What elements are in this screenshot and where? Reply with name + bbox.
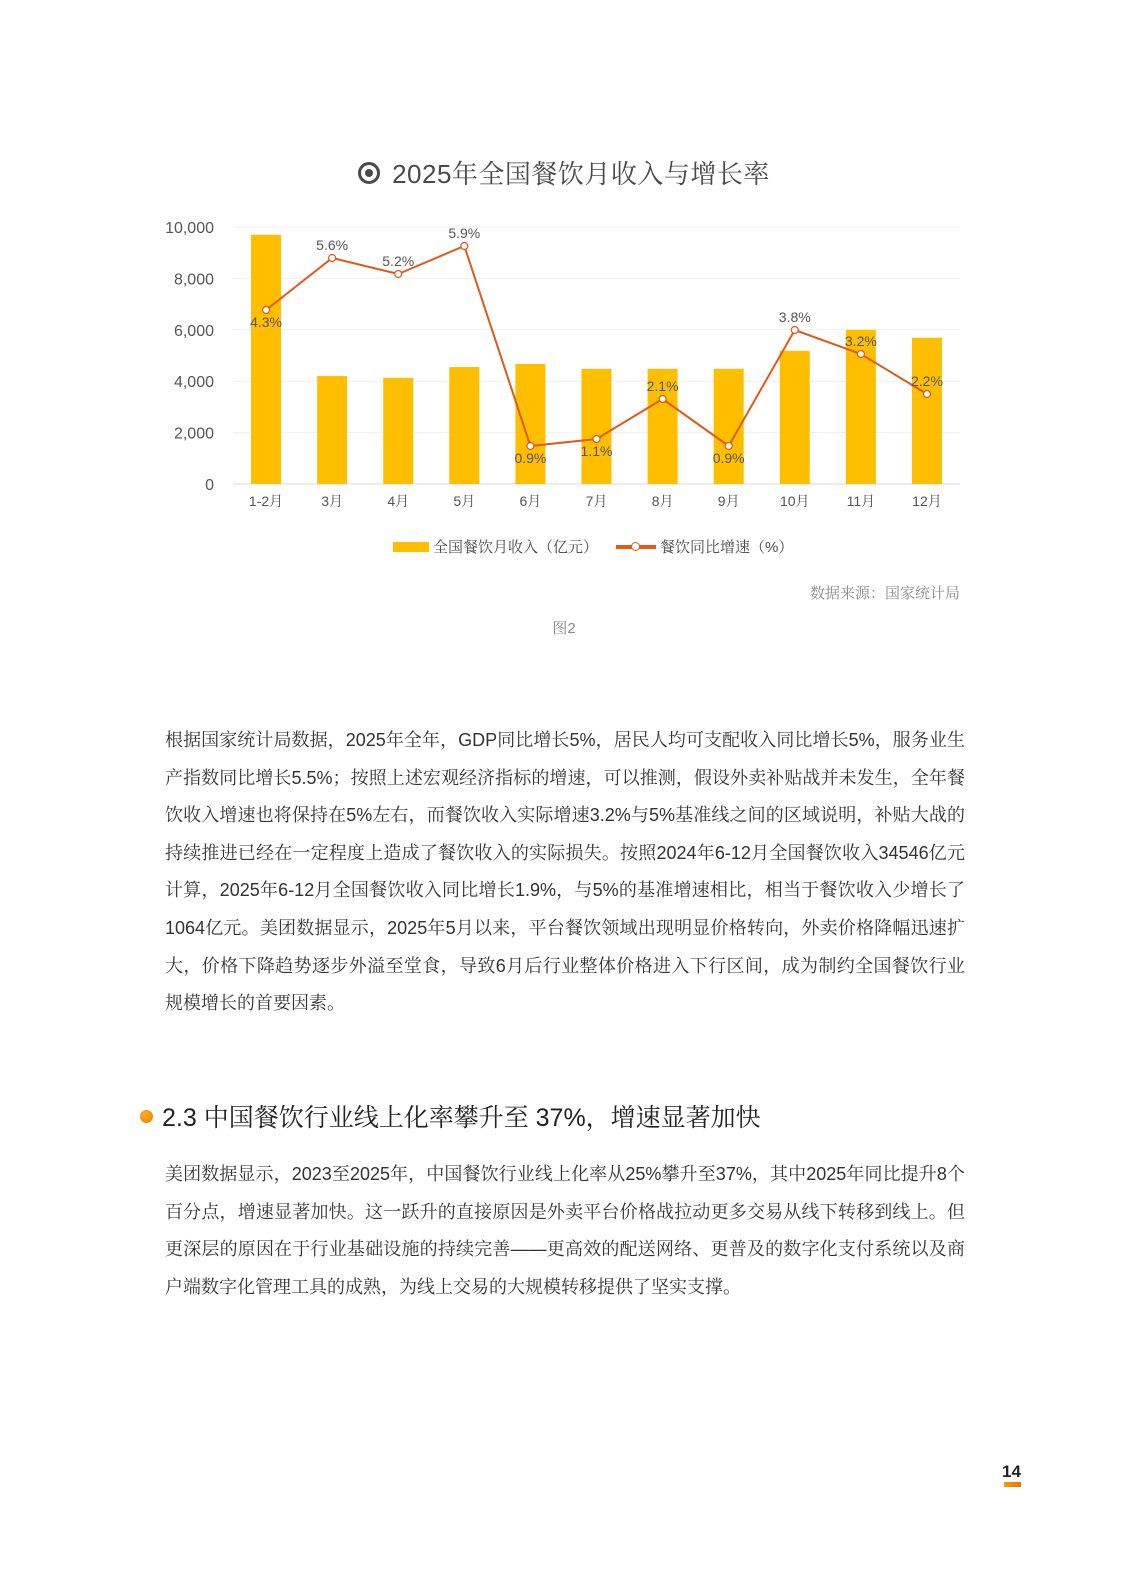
growth-point (725, 443, 732, 450)
chart-legend (393, 536, 793, 557)
revenue-bar (449, 367, 479, 484)
y-tick-label: 4,000 (173, 374, 214, 392)
x-tick-label: 5月 (453, 493, 476, 509)
legend-bar-label: 全国餐饮月收入（亿元） (433, 539, 599, 556)
section-heading (140, 1098, 761, 1134)
growth-data-label: 3.8% (778, 309, 811, 325)
growth-point (263, 307, 270, 314)
growth-data-label: 5.9% (448, 225, 481, 241)
revenue-bar (251, 235, 281, 484)
revenue-bar (582, 369, 612, 484)
y-tick-label: 2,000 (173, 425, 214, 443)
x-tick-label: 1-2月 (248, 493, 284, 509)
growth-data-label: 3.2% (844, 333, 877, 349)
page-number: 14 (1002, 1462, 1021, 1481)
revenue-bar (912, 338, 942, 484)
growth-point (659, 396, 666, 403)
y-tick-label: 0 (205, 477, 214, 494)
y-tick-label: 6,000 (173, 322, 214, 340)
growth-data-label: 5.6% (316, 237, 349, 253)
x-tick-label: 12月 (912, 493, 942, 509)
growth-point (923, 391, 930, 398)
figure-caption: 图2 (552, 620, 576, 637)
growth-data-label: 0.9% (712, 450, 745, 466)
body-paragraph-1: 根据国家统计局数据，2025年全年，GDP同比增长5%，居民人均可支配收入同比增长5%，服务业生产指数同比增长5.5%；按照上述宏观经济指标的增速，可以推测，假设外卖补贴战并未发生，全年餐饮收入增速也将保持在5%左右，而餐饮收入实际增速3.2%与5%基准线之间的区域说明，补贴大战的持续推进已经在一定程度上造成了餐饮收入的实际损失。按照2024年6-12月全国餐饮收入34546亿元计算，2025年6-12月全国餐饮收入同比增长1.9%，与5%的基准增速相比，相当于餐饮收入少增长了1064亿元。美团数据显示，2025年5月以来，平台餐饮领域出现明显价格转向，外卖价格降幅迅速扩大，价格下降趋势逐步外溢至堂食，导致6月后行业整体价格进入下行区间，成为制约全国餐饮行业规模增长的首要因素。 (165, 730, 965, 1014)
growth-data-label: 1.1% (580, 443, 613, 459)
legend-bar-swatch (393, 542, 429, 552)
growth-point (461, 243, 468, 250)
growth-data-label: 0.9% (514, 450, 547, 466)
y-tick-label: 8,000 (173, 271, 214, 289)
growth-point (395, 271, 402, 278)
growth-data-label: 2.1% (646, 378, 679, 394)
growth-point (527, 443, 534, 450)
x-tick-label: 9月 (717, 493, 740, 509)
x-tick-label: 4月 (387, 493, 410, 509)
x-tick-label: 10月 (779, 493, 810, 509)
y-tick-label: 10,000 (165, 220, 214, 237)
bullet-dot-icon (140, 1110, 153, 1123)
legend-line-swatch (616, 545, 656, 549)
page-number-underline (1004, 1482, 1021, 1487)
x-tick-label: 11月 (846, 493, 876, 509)
growth-data-label: 5.2% (382, 253, 415, 269)
revenue-bar (780, 351, 810, 484)
section-heading-text: 2.3 中国餐饮行业线上化率攀升至 37%，增速显著加快 (162, 1104, 761, 1132)
chart-title-text: 2025年全国餐饮月收入与增长率 (392, 159, 770, 189)
growth-point (329, 255, 336, 262)
x-tick-label: 3月 (321, 493, 344, 509)
body-paragraph-2: 美团数据显示，2023至2025年，中国餐饮行业线上化率从25%攀升至37%，其中2025年同比提升8个百分点，增速显著加快。这一跃升的直接原因是外卖平台价格战拉动更多交易从线下转移到线上。但更深层的原因在于行业基础设施的持续完善——更高效的配送网络、更普及的数字化支付系统以及商户端数字化管理工具的成熟，为线上交易的大规模转移提供了坚实支撑。 (165, 1164, 965, 1297)
growth-point (593, 436, 600, 443)
x-tick-label: 6月 (519, 493, 542, 509)
legend-line-label: 餐饮同比增速（%） (660, 539, 794, 556)
growth-data-label: 2.2% (910, 373, 943, 389)
target-icon (358, 162, 380, 184)
revenue-bar (383, 378, 413, 484)
growth-data-label: 4.3% (250, 314, 283, 330)
chart-title (0, 154, 1128, 191)
x-tick-label: 8月 (651, 493, 674, 509)
data-source: 数据来源：国家统计局 (809, 585, 960, 602)
chart-plot (0, 200, 1128, 520)
growth-point (791, 327, 798, 334)
x-tick-label: 7月 (585, 493, 608, 509)
growth-point (857, 351, 864, 358)
revenue-bar (317, 376, 347, 484)
